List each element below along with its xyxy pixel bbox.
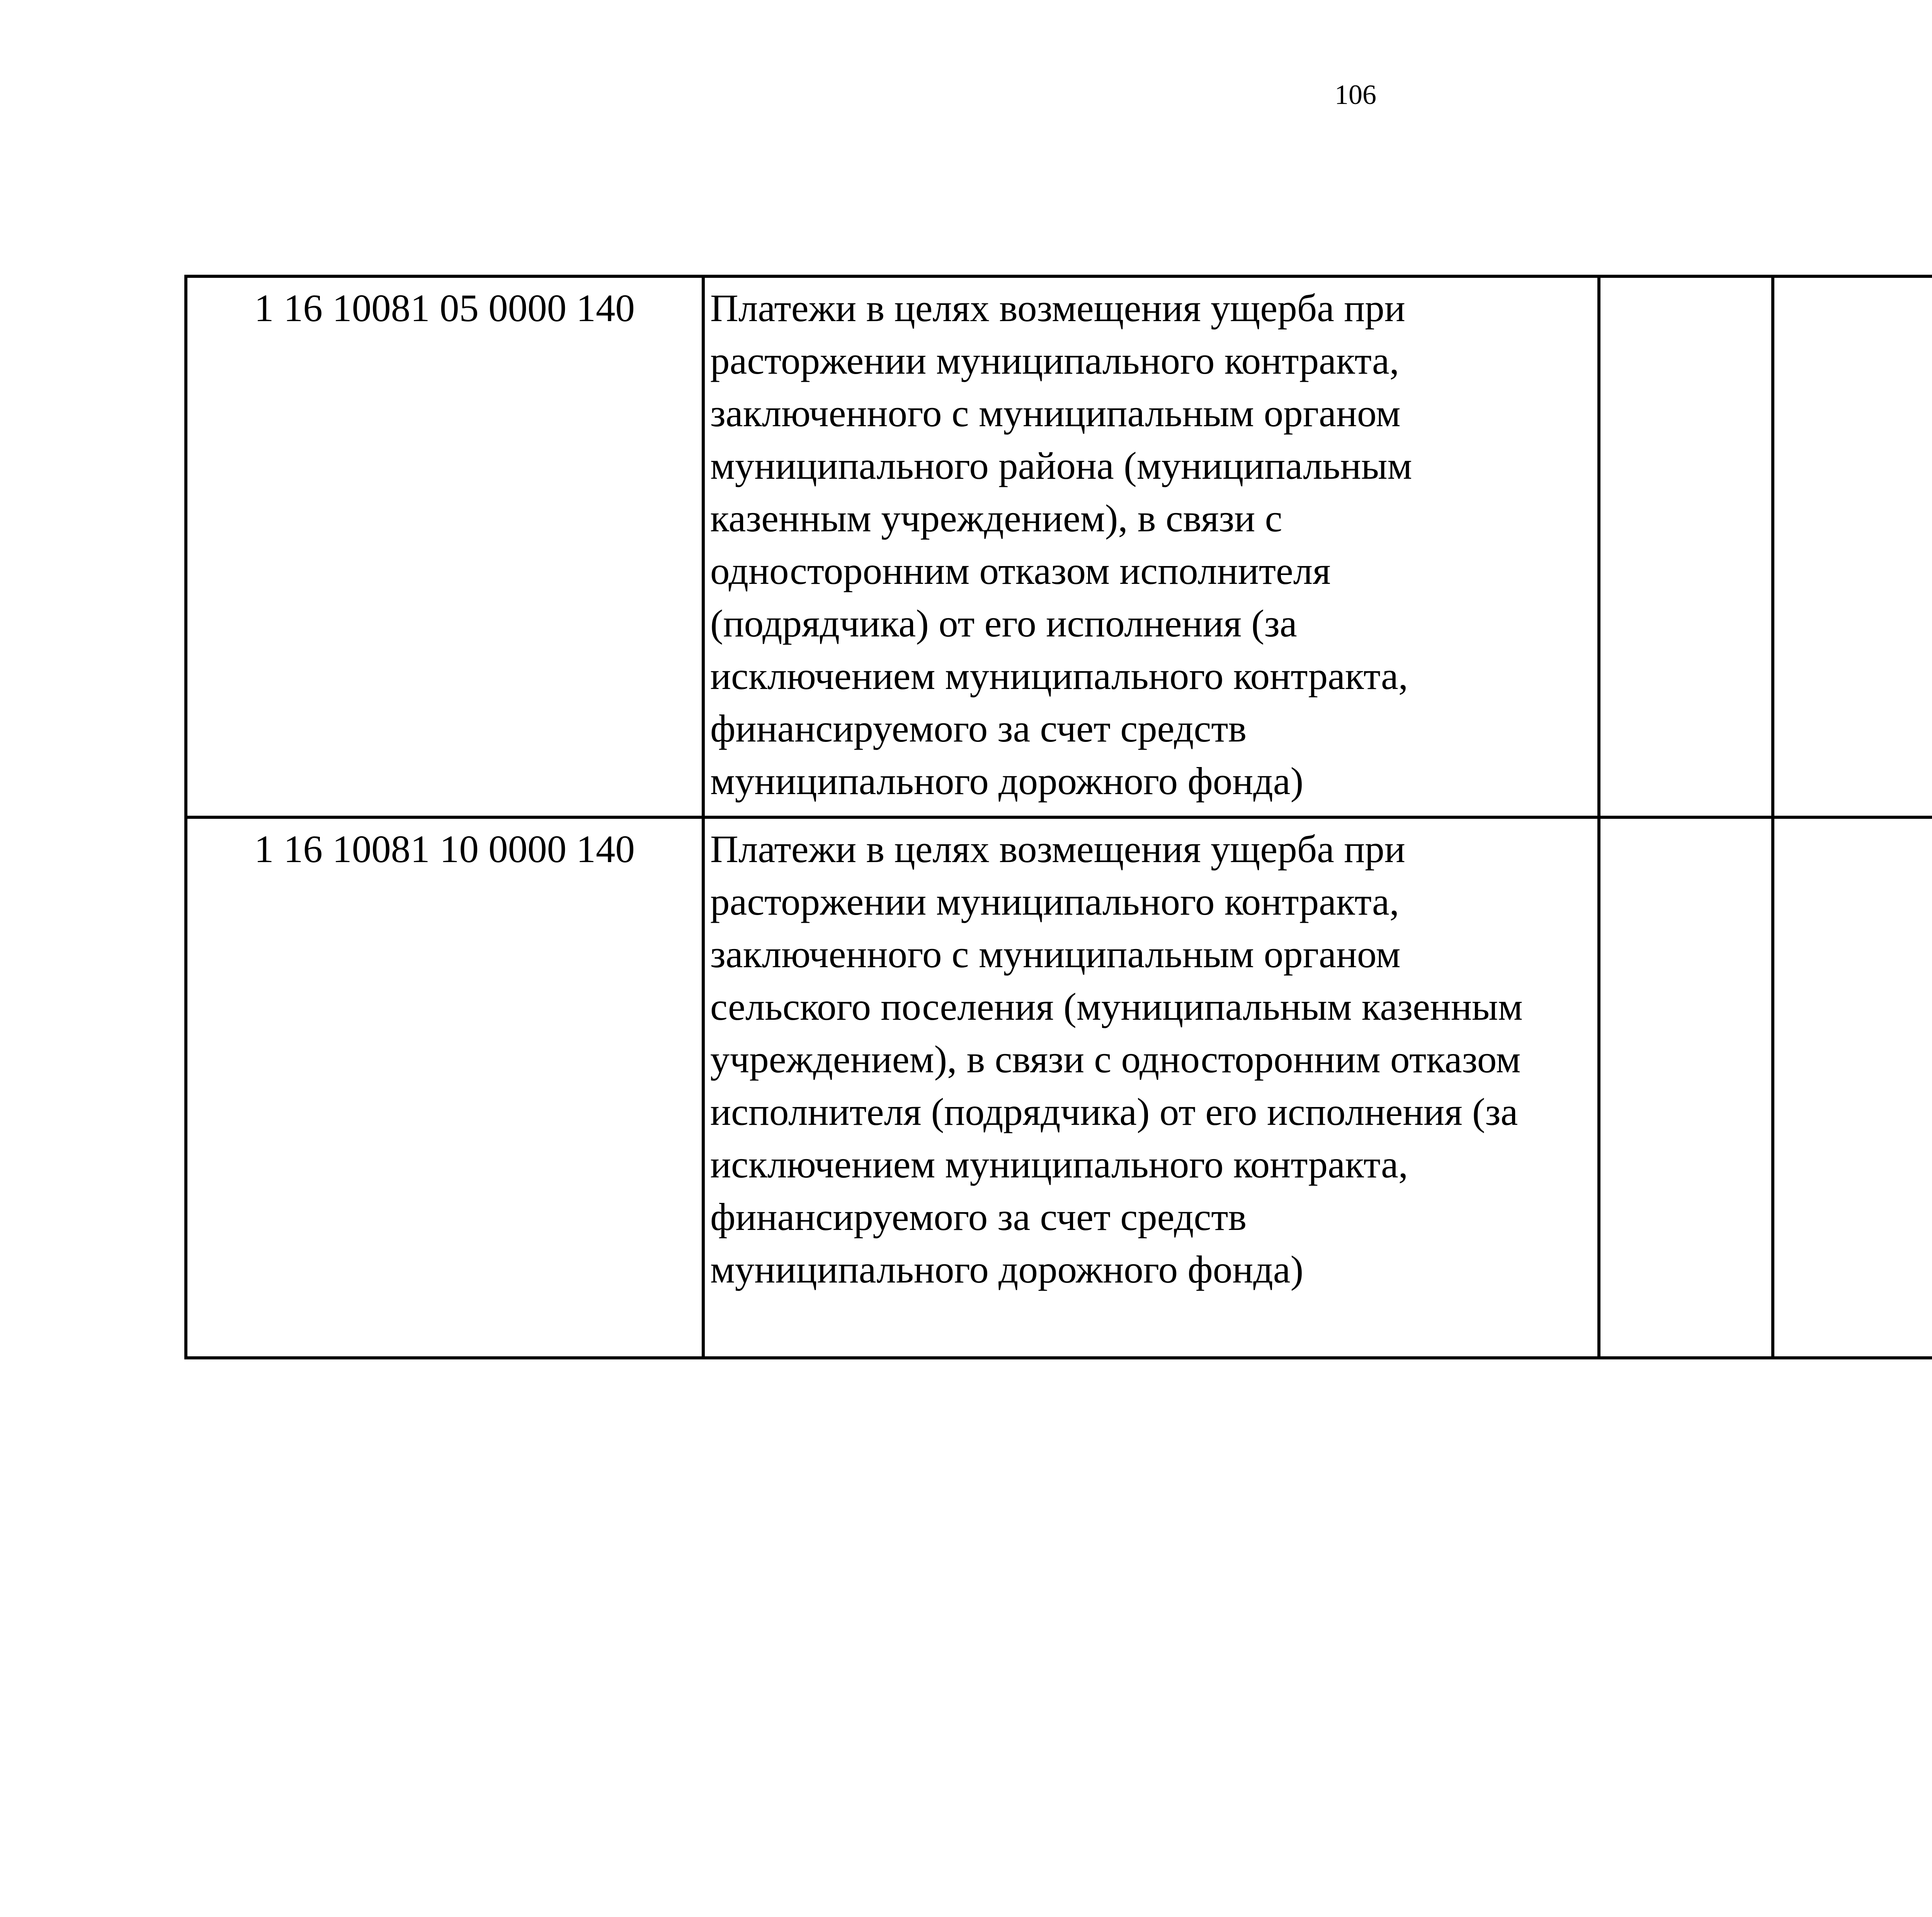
- description-line: финансируемого за счет средств: [710, 707, 1247, 750]
- description-line: исполнителя (подрядчика) от его исполнения (за: [710, 1090, 1518, 1133]
- budget-classification-code: 1 16 10081 10 0000 140: [186, 817, 703, 1358]
- description-line: казенным учреждением), в связи с: [710, 497, 1282, 540]
- budget-income-table: [184, 275, 1932, 1359]
- budget-classification-code: 1 16 10081 05 0000 140: [186, 276, 703, 817]
- description-line: заключенного с муниципальным органом: [710, 391, 1401, 435]
- description-line: Платежи в целях возмещения ущерба при: [710, 286, 1405, 330]
- description-line: односторонним отказом исполнителя: [710, 549, 1331, 592]
- description-line: муниципального дорожного фонда): [710, 759, 1304, 803]
- value-cell: [1599, 276, 1773, 817]
- description-line: заключенного с муниципальным органом: [710, 932, 1401, 976]
- income-description: [703, 276, 1599, 817]
- description-line: исключением муниципального контракта,: [710, 1143, 1408, 1186]
- table-row: [186, 817, 1932, 1358]
- income-description: [703, 817, 1599, 1358]
- value-cell: [1599, 817, 1773, 1358]
- description-line: сельского поселения (муниципальным казенным: [710, 985, 1523, 1028]
- description-line: Платежи в целях возмещения ущерба при: [710, 827, 1405, 871]
- value-cell: [1773, 817, 1932, 1358]
- description-line: учреждением), в связи с односторонним отказом: [710, 1038, 1521, 1081]
- table-row: [186, 276, 1932, 817]
- page-number: 106: [1335, 79, 1376, 110]
- description-line: расторжении муниципального контракта,: [710, 880, 1400, 923]
- value-cell: [1773, 276, 1932, 817]
- description-line: исключением муниципального контракта,: [710, 654, 1408, 697]
- description-line: расторжении муниципального контракта,: [710, 339, 1400, 382]
- description-line: муниципального дорожного фонда): [710, 1248, 1304, 1291]
- description-line: финансируемого за счет средств: [710, 1195, 1247, 1238]
- description-line: муниципального района (муниципальным: [710, 444, 1412, 487]
- description-line: (подрядчика) от его исполнения (за: [710, 602, 1297, 645]
